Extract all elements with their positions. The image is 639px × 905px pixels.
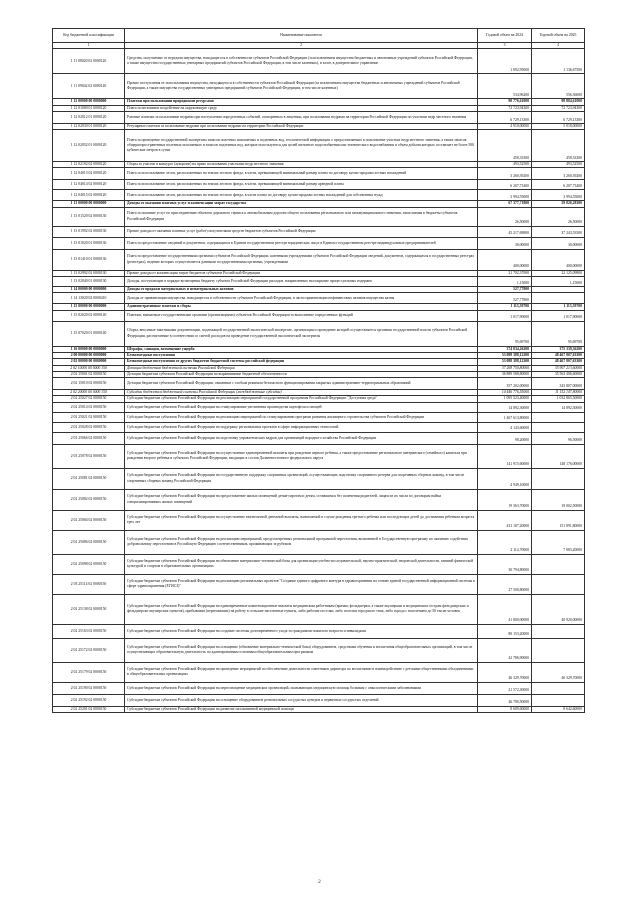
- table-row: [53, 180, 585, 190]
- row-value-2025: 148 176,00000: [532, 444, 585, 468]
- row-value-2024: 98 776,61000: [478, 99, 532, 105]
- row-name: Доходы от приватизации имущества, находящегося в собственности субъектов Российской Федерации, в части приватизации нефинансовых активов имущества казны: [125, 293, 478, 304]
- row-value-2025: 5 018,00000: [532, 123, 585, 129]
- row-name: Плата за проведение государственной экспертизы запасов полезных ископаемых и подземных вод, геологической информации о предоставляемых в пользование участках недр местного значения, а также запасов общераспространенных полезных ископаемых и запасов подземных вод, которые используются для целей питьевого водоснабжения или технического водоснабжения и объем добычи которых составляет не более 500 кубических метров в сутки: [125, 130, 478, 162]
- row-value-2024: 53 088 388,12200: [478, 352, 532, 358]
- row-value-2024: 458,33300: [478, 130, 532, 162]
- row-code: 2 02 25084 02 0000150: [53, 510, 125, 530]
- row-code: 1 13 01992 02 0000130: [53, 226, 125, 237]
- row-value-2025: 7 083,20000: [532, 530, 585, 554]
- row-name: Субсидии бюджетам субъектов Российской Федерации на реализацию региональных проектов "Создание единого цифрового контура в здравоохранении на основе единой государственной информационной системы в сфере здравоохранения (ЕГИСЗ)": [125, 574, 478, 594]
- header-2024: Годовой объем на 2024: [478, 29, 532, 43]
- row-name: Плата за использование лесов, расположенных на землях лесного фонда, в части, превышающей минимальный размер платы по договору купли-продажи лесных насаждений: [125, 168, 478, 180]
- row-code: 2 02 25082 02 0000150: [53, 489, 125, 510]
- column-number: 4: [532, 43, 585, 49]
- row-code: 1 12 02012 01 0000120: [53, 111, 125, 123]
- row-value-2025: 493,52500: [532, 162, 585, 168]
- row-value-2024: 41 800,00000: [478, 594, 532, 624]
- row-value-2024: 46 329,70000: [478, 662, 532, 682]
- row-value-2024: 21 572,30000: [478, 682, 532, 694]
- row-code: 2 03 25078 02 0000150: [53, 444, 125, 468]
- row-name: Субсидии бюджетам субъектов Российской Федерации на оснащение (обновление материально-технической базы) оборудованием, средствами обучения и воспитания общеобразовательных организаций, в том числе осуществляющих образовательную деятельность по адаптированным основным общеобразовательным программам: [125, 638, 478, 662]
- row-code: 2 02 25190 02 0000150: [53, 682, 125, 694]
- row-code: 1 12 02102 02 0000120: [53, 162, 125, 168]
- column-number: 1: [53, 43, 125, 49]
- row-code: 1 14 13020 02 0000410: [53, 293, 125, 304]
- row-value-2025: 1 017,90000: [532, 310, 585, 321]
- row-value-2024: 3 994,55000: [478, 190, 532, 201]
- row-value-2025: 400,00000: [532, 249, 585, 270]
- row-value-2024: 1 092,95000: [478, 49, 532, 74]
- row-code: 2 03 25066 02 0000150: [53, 432, 125, 444]
- row-value-2024: 141 915,60000: [478, 444, 532, 468]
- row-value-2024: 1 095 523,40000: [478, 396, 532, 402]
- row-name: Субсидии бюджетам субъектов Российской Федерации на обновление материально-технической базы для организации учебно-исследовательской, научно-практической, творческой деятельности, занятий физической культурой и спортом в образовательных организациях: [125, 554, 478, 574]
- row-value-2024: 1,15000: [478, 277, 532, 287]
- row-code: 1 15 07020 01 0000140: [53, 321, 125, 346]
- row-name: Субсидии бюджетам субъектов Российской Федерации на реализацию мероприятий государственной программы Российской Федерации "Доступная среда": [125, 396, 478, 402]
- row-name: Плата за негативное воздействие на окружающую среду: [125, 105, 478, 111]
- table-row: [53, 396, 585, 402]
- table-row: [53, 432, 585, 444]
- row-name: Субсидии бюджетам субъектов Российской Федерации на единовременные компенсационные выплаты медицинским работникам (врачам, фельдшерам, а также акушеркам и медицинским сестрам фельдшерских и фельдшерско-акушерских пунктов), прибывшим (переехавшим) на работу в сельские населенные пункты, либо рабочие поселки, либо поселки городского типа, либо города с населением до 50 тысяч человек: [125, 594, 478, 624]
- row-code: 2 02 25027 02 0000150: [53, 396, 125, 402]
- row-value-2025: 40 920,00000: [532, 594, 585, 624]
- row-name: Плата за использование лесов, расположенных на землях лесного фонда, в части платы по договору купли-продажи лесных насаждений для собственных нужд: [125, 190, 478, 201]
- row-name: Платежи, взимаемые государственными органами (организациями) субъектов Российской Федерации за выполнение определенных функций: [125, 310, 478, 321]
- row-value-2025: 37 243,53500: [532, 226, 585, 237]
- row-code: 2 02 25028 02 0000150: [53, 422, 125, 432]
- row-code: 1 12 01000 01 0000120: [53, 105, 125, 111]
- row-value-2024: 6 207,73400: [478, 180, 532, 190]
- row-value-2024: 1 113,59700: [478, 304, 532, 310]
- row-code: 1 16 00000 00 0000000: [53, 346, 125, 352]
- row-code: 1 13 00000 00 0000000: [53, 201, 125, 207]
- row-value-2025: [532, 624, 585, 638]
- row-name: Прочие доходы от компенсации затрат бюджетов субъектов Российской Федерации: [125, 270, 478, 276]
- row-value-2025: 35 907 213,60000: [532, 365, 585, 371]
- row-name: Доходы от продажи материальных и нематериальных активов: [125, 287, 478, 293]
- table-row: [53, 74, 585, 99]
- table-row: [53, 321, 585, 346]
- table-row: [53, 293, 585, 304]
- row-value-2024: 400,00000: [478, 249, 532, 270]
- row-code: 1 12 00000 00 0000000: [53, 99, 125, 105]
- table-row: [53, 422, 585, 432]
- row-code: 1 12 04013 02 0000120: [53, 168, 125, 180]
- table-row: [53, 168, 585, 180]
- row-value-2025: 30,00000: [532, 237, 585, 249]
- row-name: Субсидии бюджетам субъектов Российской Федерации на переоснащение медицинских организаций, оказывающих медицинскую помощь больным с онкологическими заболеваниями: [125, 682, 478, 694]
- row-value-2024: 67 377,71800: [478, 201, 532, 207]
- row-name: Платежи при пользовании природными ресурсами: [125, 99, 478, 105]
- row-value-2025: [532, 422, 585, 432]
- row-value-2025: [532, 682, 585, 694]
- table-row: [53, 111, 585, 123]
- row-code: 2 02 10000 00 0000 150: [53, 365, 125, 371]
- row-code: 2 00 00000 00 0000000: [53, 352, 125, 358]
- row-code: 1 13 01020 01 0000130: [53, 237, 125, 249]
- row-name: Плата за использование лесов, расположенных на землях лесного фонда, в части, превышающей минимальный размер арендной платы: [125, 180, 478, 190]
- row-value-2025: 96,50000: [532, 432, 585, 444]
- row-value-2024: 1 017,90000: [478, 310, 532, 321]
- row-value-2024: 14 446 776,55000: [478, 390, 532, 396]
- row-value-2025: 3 260,39200: [532, 168, 585, 180]
- row-name: Дотации бюджетам субъектов Российской Федерации на выравнивание бюджетной обеспеченности: [125, 371, 478, 377]
- row-code: 2 02 00000 00 0000000: [53, 359, 125, 365]
- row-code: 2 02 25021 02 0000150: [53, 412, 125, 422]
- row-value-2025: 98 884,61000: [532, 99, 585, 105]
- table-header: [53, 29, 585, 49]
- row-code: 2 02 25086 02 0000150: [53, 530, 125, 554]
- row-value-2025: 59 826,28300: [532, 201, 585, 207]
- row-code: 1 12 02030 01 0000120: [53, 123, 125, 129]
- row-code: 1 11 08020 02 0000120: [53, 49, 125, 74]
- row-code: 1 11 09042 02 0000120: [53, 74, 125, 99]
- row-name: Субсидии бюджетам субъектов Российской Федерации на создание системы долговременного ухода за гражданами пожилого возраста и инвалидами: [125, 624, 478, 638]
- row-value-2024: 26,50000: [478, 207, 532, 226]
- table-row: [53, 444, 585, 468]
- row-name: Субсидии бюджетам субъектов Российской Федерации на осуществление ежемесячной денежной выплаты, назначаемой в случае рождения третьего ребенка или последующих детей до достижения ребенком возраста трех лет: [125, 510, 478, 530]
- table-row: [53, 594, 585, 624]
- row-value-2025: 14 892,30000: [532, 402, 585, 412]
- row-name: Административные платежи и сборы: [125, 304, 478, 310]
- row-value-2025: 151 891,80000: [532, 510, 585, 530]
- table-row: [53, 249, 585, 270]
- row-name: Субсидии бюджетам субъектов Российской Федерации на предоставление жилых помещений детям-сиротам и детям, оставшимся без попечения родителей, лицам из их числа по договорам найма специализированных жилых помещений: [125, 489, 478, 510]
- row-value-2025: [532, 412, 585, 422]
- row-value-2025: [532, 468, 585, 489]
- row-value-2025: 48 467 807,63300: [532, 359, 585, 365]
- row-value-2025: 1 032 865,50000: [532, 396, 585, 402]
- row-code: 1 13 02040 01 0000130: [53, 277, 125, 287]
- row-value-2025: 3 994,55000: [532, 190, 585, 201]
- table-row: [53, 190, 585, 201]
- table-row: [53, 662, 585, 682]
- row-value-2024: 19 363,70000: [478, 489, 532, 510]
- row-value-2024: 527,77800: [478, 287, 532, 293]
- row-code: 1 15 00000 00 0000000: [53, 304, 125, 310]
- row-value-2024: 4 143,60000: [478, 422, 532, 432]
- row-code: 2 02 25163 02 0000150: [53, 624, 125, 638]
- row-value-2024: 374 834,26200: [478, 346, 532, 352]
- header-2025: Годовой объем на 2025: [532, 29, 585, 43]
- row-value-2024: 493,52500: [478, 162, 532, 168]
- column-number: 2: [125, 43, 478, 49]
- table-row: [53, 49, 585, 74]
- table-row: [53, 706, 585, 712]
- row-name: Регулярные платежи за пользование недрами при пользовании недрами на территории Российской Федерации: [125, 123, 478, 129]
- row-value-2025: [532, 293, 585, 304]
- row-value-2025: 1 113,59700: [532, 304, 585, 310]
- row-value-2025: 11 152 147,80000: [532, 390, 585, 396]
- row-value-2025: 48 467 807,63300: [532, 352, 585, 358]
- budget-table-sheet: [52, 28, 584, 713]
- row-value-2025: 343 807,00000: [532, 378, 585, 390]
- row-value-2024: 534,96200: [478, 74, 532, 99]
- table-row: [53, 530, 585, 554]
- row-name: Доходы от оказания платных услуг и компенсации затрат государства: [125, 201, 478, 207]
- budget-table: [52, 28, 585, 713]
- row-value-2024: 4 949,10000: [478, 468, 532, 489]
- row-code: 1 12 04014 02 0000120: [53, 180, 125, 190]
- row-code: 1 13 01410 01 0000130: [53, 249, 125, 270]
- row-code: 2 02 25172 02 0000150: [53, 638, 125, 662]
- row-name: Дотации бюджетам бюджетной системы Российской Федерации: [125, 365, 478, 371]
- row-name: Плата за оказание услуг по присоединению объектов дорожного сервиса к автомобильным дорогам общего пользования регионального или межмуниципального значения, зачисляемая в бюджеты субъектов Российской Федерации: [125, 207, 478, 226]
- row-code: 2 02 25138 02 0000150: [53, 594, 125, 624]
- table-row: [53, 468, 585, 489]
- row-value-2025: [532, 554, 585, 574]
- row-value-2025: [532, 694, 585, 706]
- row-name: Дотации бюджетам субъектов Российской Федерации, связанные с особым режимом безопасного функционирования закрытых административно-территориальных образований: [125, 378, 478, 390]
- row-name: Безвозмездные поступления: [125, 352, 478, 358]
- row-value-2025: [532, 638, 585, 662]
- row-name: Субсидии бюджетам субъектов Российской Федерации на поддержку региональных проектов в сфере информационных технологий: [125, 422, 478, 432]
- row-code: 1 15 02020 02 0000140: [53, 310, 125, 321]
- table-row: [53, 638, 585, 662]
- row-name: Плата за предоставление государственными органами субъектов Российской Федерации, казенными учреждениями субъектов Российской Федерации сведений, документов, содержащихся в государственных реестрах (регистрах), ведение которых осуществляется данными государственными органами, учреждениями: [125, 249, 478, 270]
- table-row: [53, 510, 585, 530]
- table-row: [53, 378, 585, 390]
- row-value-2025: 46 329,70000: [532, 662, 585, 682]
- row-value-2025: 6 729,13300: [532, 111, 585, 123]
- header-name: Наименование показателя: [125, 29, 478, 43]
- row-value-2025: 26,50000: [532, 207, 585, 226]
- column-number: 3: [478, 43, 532, 49]
- row-code: 2 02 25179 02 0000150: [53, 662, 125, 682]
- row-value-2025: 458,33300: [532, 130, 585, 162]
- row-name: Субсидии бюджетам субъектов Российской Федерации на осуществление единовременной выплаты при рождении первого ребенка, а также предоставление регионального материнского (семейного) капитала при рождении второго ребенка в субъектах Российской Федерации, входящих в состав Дальневосточного федерального округа: [125, 444, 478, 468]
- row-value-2024: 4 910,00000: [478, 123, 532, 129]
- row-code: 2 02 15010 02 0000150: [53, 378, 125, 390]
- row-value-2024: 8 609,60000: [478, 706, 532, 712]
- row-value-2024: 2 114,70000: [478, 530, 532, 554]
- row-name: Средства, получаемые от передачи имущества, находящегося в собственности субъектов Российской Федерации (за исключением имущества бюджетных и автономных учреждений субъектов Российской Федерации, а также имущества государственных унитарных предприятий субъектов Российской Федерации, в том числе казенных), в залог, в доверительное управление: [125, 49, 478, 74]
- table-row: [53, 402, 585, 412]
- row-value-2024: 45 217,69800: [478, 226, 532, 237]
- row-name: Прочие поступления от использования имущества, находящегося в собственности субъектов Российской Федерации (за исключением имущества бюджетных и автономных учреждений субъектов Российской Федерации, а также имущества государственных унитарных предприятий субъектов Российской Федерации, в том числе казенных): [125, 74, 478, 99]
- row-code: 2 02 25014 02 0000150: [53, 402, 125, 412]
- row-value-2024: 27 500,80000: [478, 574, 532, 594]
- row-value-2025: 35 563 406,60000: [532, 371, 585, 377]
- row-value-2024: 431 107,20000: [478, 510, 532, 530]
- row-value-2024: 42 786,90000: [478, 638, 532, 662]
- row-value-2025: 72 723,94300: [532, 105, 585, 111]
- row-name: Субсидии бюджетам субъектов Российской Федерации на подготовку управленческих кадров для организаций народного хозяйства Российской Федерации: [125, 432, 478, 444]
- row-name: Субсидии бюджетам субъектов Российской Федерации на государственную поддержку спортивных организаций, осуществляющих подготовку спортивного резерва для спортивных сборных команд, в том числе спортивных сборных команд Российской Федерации: [125, 468, 478, 489]
- row-name: Субсидии бюджетам субъектов Российской Федерации на реализацию мероприятий, предусмотренных региональной программой переселения, включенной в Государственную программу по оказанию содействия добровольному переселению в Российскую Федерацию соотечественников, проживающих за рубежом: [125, 530, 478, 554]
- row-code: 1 12 04015 02 0000120: [53, 190, 125, 201]
- row-name: Безвозмездные поступления от других бюджетов бюджетной системы российской федерации: [125, 359, 478, 365]
- table-row: [53, 554, 585, 574]
- row-value-2024: 53 088 388,12200: [478, 359, 532, 365]
- table-row: [53, 489, 585, 510]
- row-value-2024: 527,77800: [478, 293, 532, 304]
- row-code: 2 03 25114 02 0000150: [53, 574, 125, 594]
- row-name: Субсидии бюджетам субъектов Российской Федерации на проведение мероприятий по обеспечению деятельности советников директора по воспитанию и взаимодействию с детскими общественными объединениями в общеобразовательных организациях: [125, 662, 478, 682]
- row-value-2024: 14 892,30000: [478, 402, 532, 412]
- table-body: [53, 49, 585, 713]
- row-value-2024: 30,00000: [478, 237, 532, 249]
- table-row: [53, 237, 585, 249]
- row-name: Субсидии бюджетам субъектов Российской Федерации на развитие паллиативной медицинской помощи: [125, 706, 478, 712]
- row-value-2025: 22 125,09800: [532, 270, 585, 276]
- row-name: Субсидии бюджетам субъектов Российской Федерации на стимулирование увеличения производства картофеля и овощей: [125, 402, 478, 412]
- table-row: [53, 277, 585, 287]
- row-value-2024: 6 729,13300: [478, 111, 532, 123]
- row-value-2025: 1 136,67500: [532, 49, 585, 74]
- row-value-2024: 46 780,50000: [478, 694, 532, 706]
- row-name: Прочие доходы от оказания платных услуг (работ) получателями средств бюджетов субъектов Российской Федерации: [125, 226, 478, 237]
- row-name: Субсидии бюджетам субъектов Российской Федерации на оснащение оборудованием региональных сосудистых центров и первичных сосудистых отделений: [125, 694, 478, 706]
- row-code: 1 12 02052 01 0000120: [53, 130, 125, 162]
- row-value-2024: 37 268 750,80000: [478, 365, 532, 371]
- row-value-2024: 36 889 588,80000: [478, 371, 532, 377]
- row-name: Штрафы, санкции, возмещение ущерба: [125, 346, 478, 352]
- row-value-2024: 3 260,39200: [478, 168, 532, 180]
- row-value-2024: 98,20000: [478, 432, 532, 444]
- row-value-2025: 556,36000: [532, 74, 585, 99]
- row-name: Плата за предоставление сведений и документов, содержащихся в Едином государственном реестре юридических лиц и в Едином государственном реестре индивидуальных предпринимателей: [125, 237, 478, 249]
- table-row: [53, 694, 585, 706]
- row-value-2025: [532, 574, 585, 594]
- row-value-2024: 72 723,94300: [478, 105, 532, 111]
- row-name: Разовые платежи за пользование недрами при наступлении определенных событий, оговоренных в лицензии, при пользовании недрами на территории Российской Федерации по участкам недр местного значения: [125, 111, 478, 123]
- row-value-2024: 80 153,20000: [478, 624, 532, 638]
- row-code: 2 02 20000 00 0000 150: [53, 390, 125, 396]
- row-name: Доходы, поступающие в порядке возмещения бюджету субъекта Российской Федерации расходов, направленных на покрытие процессуальных издержек: [125, 277, 478, 287]
- row-value-2024: 95,69700: [478, 321, 532, 346]
- table-row: [53, 412, 585, 422]
- row-code: 1 14 00000 00 0000000: [53, 287, 125, 293]
- page-number: 2: [318, 880, 321, 885]
- row-code: 1 13 01520 02 0000130: [53, 207, 125, 226]
- table-row: [53, 310, 585, 321]
- row-value-2025: 8 642,60000: [532, 706, 585, 712]
- table-row: [53, 624, 585, 638]
- row-value-2024: 357 202,00000: [478, 378, 532, 390]
- row-code: 2 02 25098 02 0000150: [53, 554, 125, 574]
- row-value-2025: 6 207,73400: [532, 180, 585, 190]
- header-code: Код бюджетной классификации: [53, 29, 125, 43]
- table-row: [53, 207, 585, 226]
- table-row: [53, 574, 585, 594]
- table-row: [53, 130, 585, 162]
- row-name: Субсидии бюджетам субъектов Российской Федерации на реализацию мероприятий по стимулированию программ развития жилищного строительства субъектов Российской Федерации: [125, 412, 478, 422]
- row-code: 1 13 02992 02 0000130: [53, 270, 125, 276]
- row-code: 2 02 25081 02 0000150: [53, 468, 125, 489]
- row-value-2025: 19 002,50000: [532, 489, 585, 510]
- row-name: Сборы за участие в конкурсе (аукционе) на право пользования участками недр местного значения: [125, 162, 478, 168]
- row-name: Сборы, вносимые заказчиками документации, подлежащей государственной экологической экспертизе, организация и проведение которой осуществляется органами государственной власти субъектов Российской Федерации, рассчитанные в соответствии со сметой расходов на проведение государственной экологической экспертизы: [125, 321, 478, 346]
- row-code: 2 02 15001 02 0000150: [53, 371, 125, 377]
- table-row: [53, 682, 585, 694]
- row-name: Субсидии бюджетам бюджетной системы Российской Федерации (межбюджетные субсидии): [125, 390, 478, 396]
- row-value-2025: 1,15000: [532, 277, 585, 287]
- row-value-2024: 1 467 613,80000: [478, 412, 532, 422]
- row-value-2024: 21 702,37000: [478, 270, 532, 276]
- row-code: 2 02 25201 02 0000150: [53, 706, 125, 712]
- row-value-2024: 30 794,80000: [478, 554, 532, 574]
- table-row: [53, 226, 585, 237]
- row-value-2025: 95,69700: [532, 321, 585, 346]
- row-value-2025: 375 339,36200: [532, 346, 585, 352]
- row-code: 2 02 25192 02 0000150: [53, 694, 125, 706]
